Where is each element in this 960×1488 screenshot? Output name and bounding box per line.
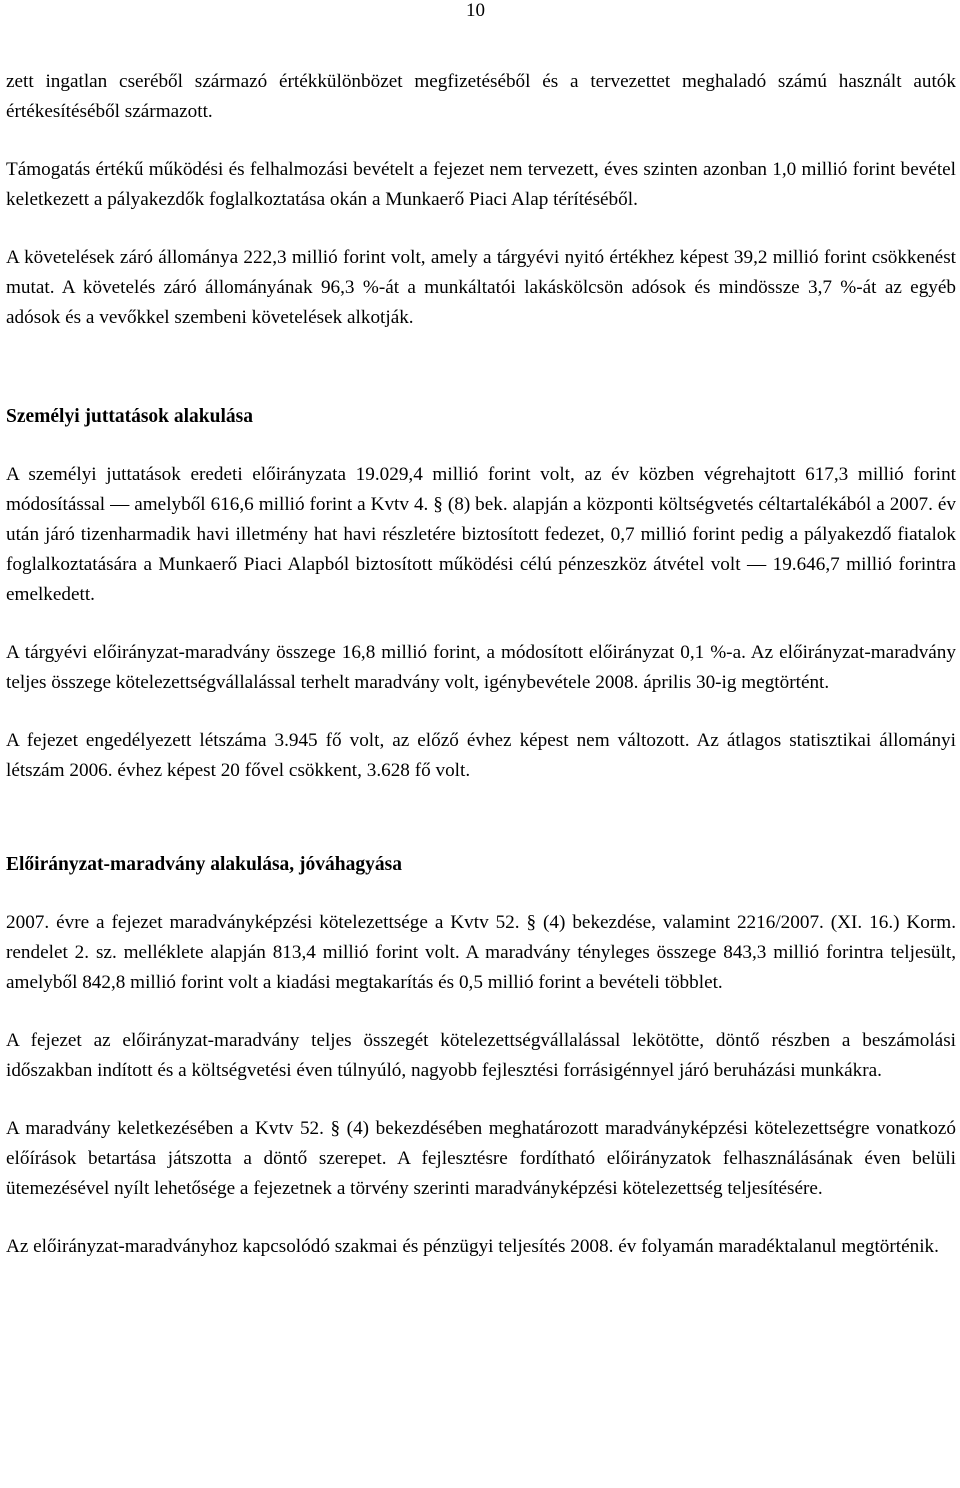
document-body bbox=[6, 67, 956, 1290]
paragraph-support-revenue: Támogatás értékű működési és felhalmozási bevételt a fejezet nem tervezett, éves szinten azonban 1,0 millió forint bevétel keletkezett a pályakezdők foglalkoztatása okán a Munkaerő Piaci Alap térítéséből. bbox=[6, 159, 956, 210]
paragraph-residual-commitment: A fejezet az előirányzat-maradvány teljes összegét kötelezettségvállalással lekötötte, döntő részben a beszámolási időszakban indított és a költségvetési éven túlnyúló, nagyobb fejlesztési forrásigénnyel járó beruházási munkákra. bbox=[6, 1030, 956, 1081]
paragraph-residual-completion: Az előirányzat-maradványhoz kapcsolódó szakmai és pénzügyi teljesítés 2008. év folyamán maradéktalanul megtörténik. bbox=[6, 1236, 939, 1257]
paragraph-personal-benefits-appropriation: A személyi juttatások eredeti előirányzata 19.029,4 millió forint volt, az év közben végrehajtott 617,3 millió forint módosítással ― amelyből 616,6 millió forint a Kvtv 4. § (8) bek. alapján a központi költségvetés céltartalékából a 2007. év után járó tizenharmadik havi illetmény hat havi részletére biztosított fedezet, 0,7 millió forint pedig a pályakezdő fiatalok foglalkoztatására a Munkaerő Piaci Alapból biztosított működési célú pénzeszköz átvétel volt ― 19.646,7 millió forintra emelkedett. bbox=[6, 464, 956, 605]
paragraph-residual-formation: A maradvány keletkezésében a Kvtv 52. § (4) bekezdésében meghatározott maradványképzési kötelezettségre vonatkozó előírások betartása játszotta a döntő szerepet. A fejlesztésre fordítható előirányzatok felhasználásának éven belüli ütemezésével nyílt lehetősége a fejezetnek a törvény szerinti maradványképzési kötelezettség teljesítésére. bbox=[6, 1118, 956, 1199]
paragraph-receivables: A követelések záró állománya 222,3 millió forint volt, amely a tárgyévi nyitó értékhez képest 39,2 millió forint csökkenést mutat. A követelés záró állományának 96,3 %-át a munkáltatói lakáskölcsön adósok és mindössze 3,7 %-át az egyéb adósok és a vevőkkel szembeni követelések alkotják. bbox=[6, 247, 956, 328]
section-heading-residual-approval: Előirányzat-maradvány alakulása, jóváhagyása bbox=[6, 854, 402, 875]
paragraph-continuation: zett ingatlan cseréből származó értékkülönbözet megfizetéséből és a tervezettet meghaladó számú használt autók értékesítéséből származott. bbox=[6, 71, 956, 122]
paragraph-residual-obligation: 2007. évre a fejezet maradványképzési kötelezettsége a Kvtv 52. § (4) bekezdése, valamint 2216/2007. (XI. 16.) Korm. rendelet 2. sz. melléklete alapján 813,4 millió forint volt. A maradvány tényleges összege 843,3 millió forintra teljesült, amelyből 842,8 millió forint volt a kiadási megtakarítás és 0,5 millió forint a bevételi többlet. bbox=[6, 912, 956, 993]
paragraph-headcount: A fejezet engedélyezett létszáma 3.945 fő volt, az előző évhez képest nem változott. Az átlagos statisztikai állományi létszám 2006. évhez képest 20 fővel csökkent, 3.628 fő volt. bbox=[6, 730, 956, 781]
paragraph-appropriation-residual: A tárgyévi előirányzat-maradvány összege 16,8 millió forint, a módosított előirányzat 0,1 %-a. Az előirányzat-maradvány teljes összege kötelezettségvállalással terhelt maradvány volt, igénybevétele 2008. április 30-ig megtörtént. bbox=[6, 642, 956, 693]
page-number: 10 bbox=[466, 0, 485, 21]
section-heading-personal-benefits: Személyi juttatások alakulása bbox=[6, 406, 254, 427]
